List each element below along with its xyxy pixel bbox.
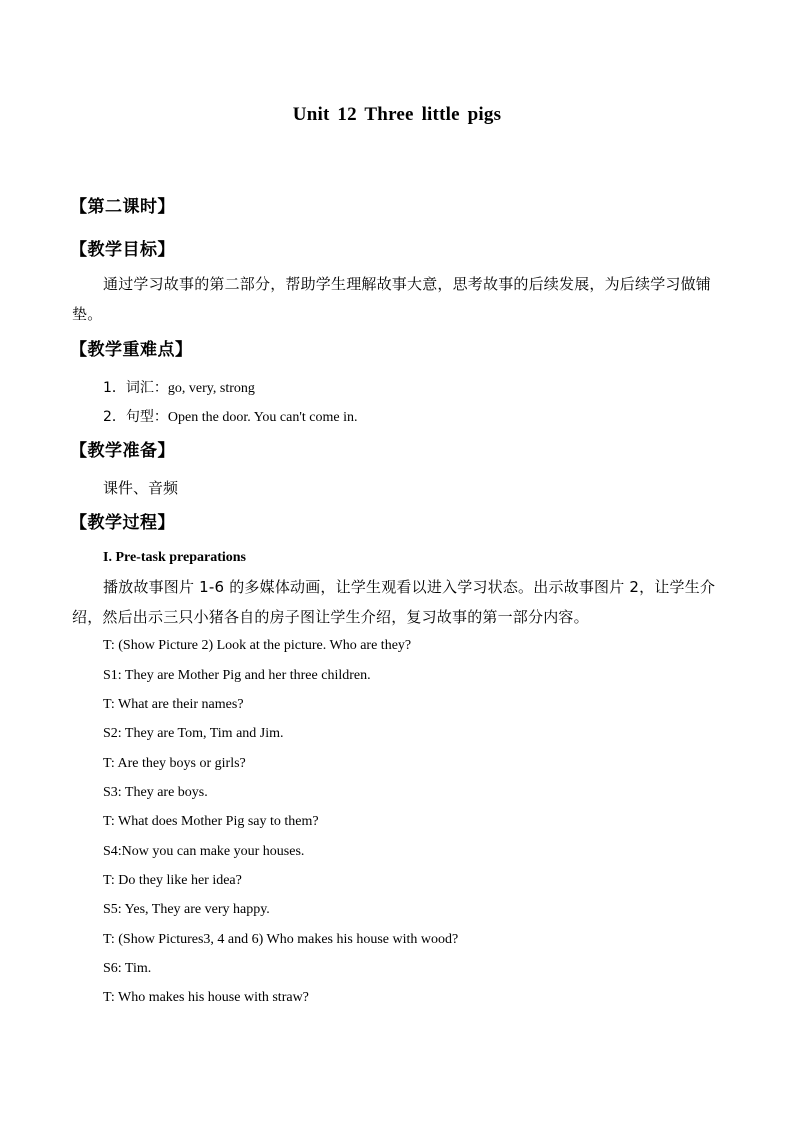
- dialogue-line: T: (Show Pictures3, 4 and 6) Who makes his house with wood?: [103, 932, 459, 947]
- dialogue-line: T: Are they boys or girls?: [103, 756, 246, 771]
- process-heading: 【教学过程】: [70, 513, 175, 533]
- objectives-heading: 【教学目标】: [70, 240, 175, 260]
- dialogue-line: T: Who makes his house with straw?: [103, 990, 309, 1005]
- dialogue-line: S1: They are Mother Pig and her three children.: [103, 668, 371, 683]
- vocabulary-label: 1．词汇：: [103, 380, 168, 396]
- key-points-heading: 【教学重难点】: [70, 340, 193, 360]
- vocabulary-text: go, very, strong: [167, 381, 255, 396]
- preparation-text: 课件、音频: [103, 479, 179, 497]
- dialogue-line: S6: Tim.: [103, 961, 152, 976]
- lesson-heading: 【第二课时】: [70, 197, 175, 217]
- pre-task-title: I. Pre-task preparations: [103, 550, 246, 565]
- sentences-label: 2．句型：: [103, 409, 168, 425]
- dialogue-line: T: What are their names?: [103, 697, 244, 712]
- dialogue-line: T: (Show Picture 2) Look at the picture. Who are they?: [103, 638, 412, 653]
- preparation-heading: 【教学准备】: [70, 441, 175, 461]
- dialogue-line: T: What does Mother Pig say to them?: [103, 814, 319, 829]
- key-point-sentences: [103, 406, 357, 426]
- objectives-text: 通过学习故事的第二部分，帮助学生理解故事大意，思考故事的后续发展，为后续学习做铺垫。: [72, 275, 712, 323]
- dialogue-line: S4:Now you can make your houses.: [103, 844, 305, 859]
- dialogue-line: S5: Yes, They are very happy.: [103, 902, 270, 917]
- dialogue-line: S3: They are boys.: [103, 785, 208, 800]
- key-point-vocabulary: [103, 377, 255, 397]
- dialogue-line: S2: They are Tom, Tim and Jim.: [103, 726, 284, 741]
- pre-task-intro: 播放故事图片 1-6 的多媒体动画，让学生观看以进入学习状态。出示故事图片 2，让学生介绍，然后出示三只小猪各自的房子图让学生介绍，复习故事的第一部分内容。: [72, 578, 716, 626]
- dialogue-line: T: Do they like her idea?: [103, 873, 242, 888]
- sentences-text: Open the door. You can't come in.: [167, 410, 358, 425]
- page-title: Unit 12 Three little pigs: [292, 104, 502, 125]
